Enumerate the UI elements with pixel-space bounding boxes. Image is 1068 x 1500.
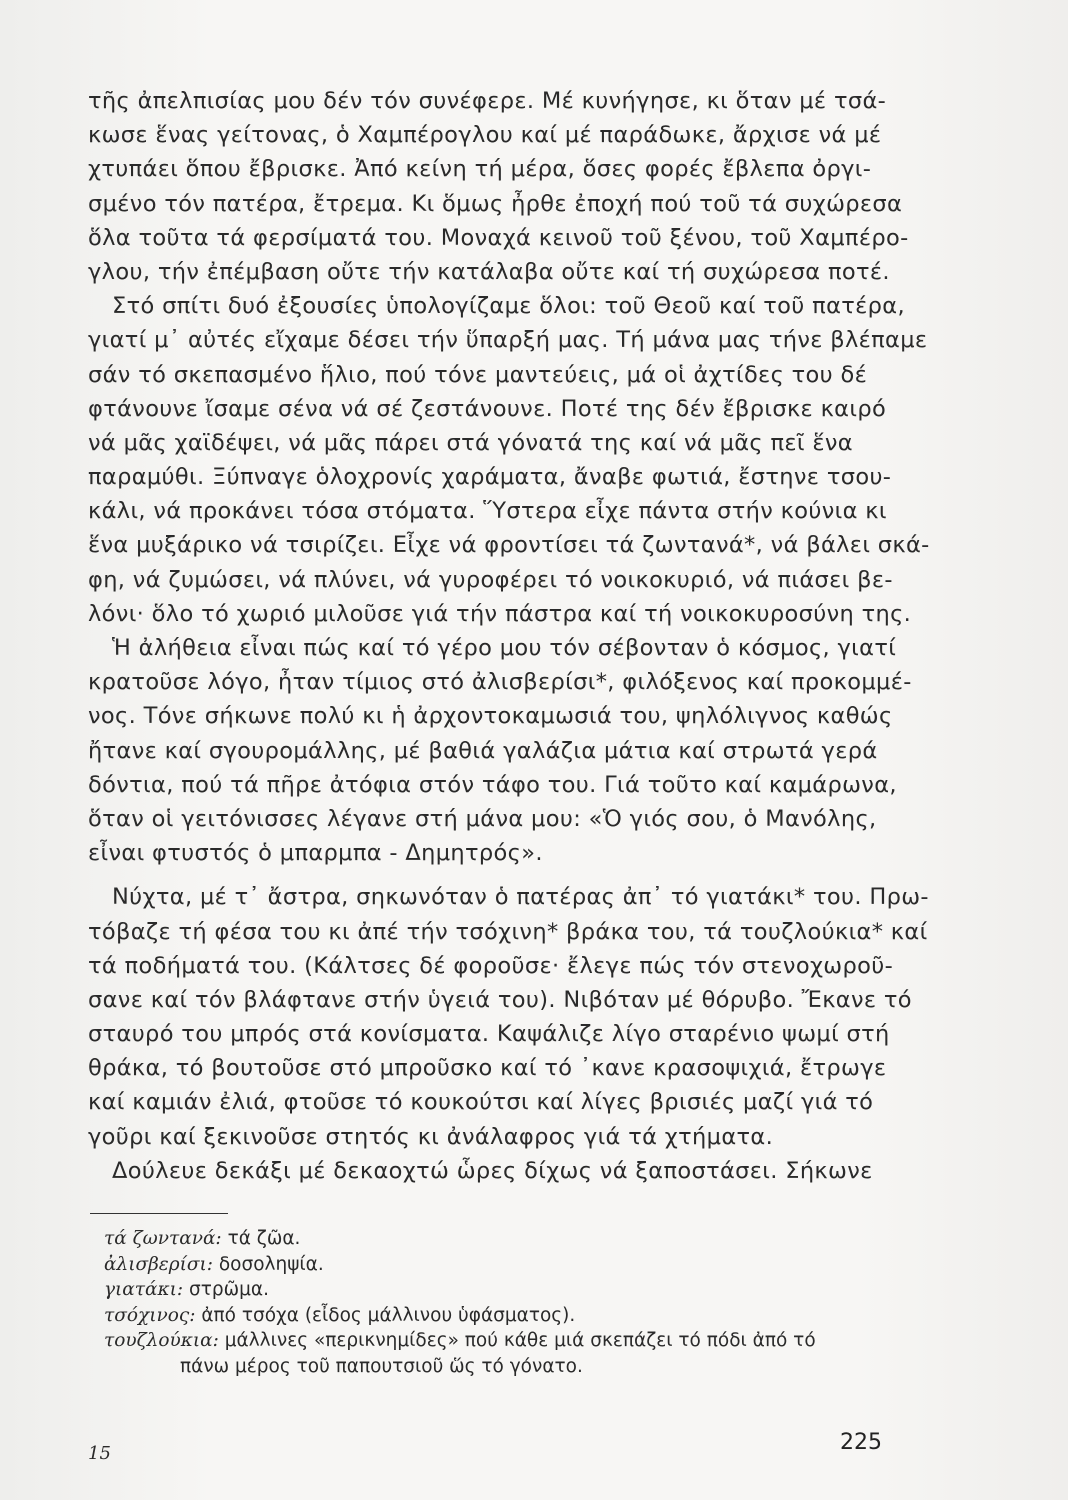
text-line: Νύχτα, μέ τ᾽ ἄστρα, σηκωνόταν ὁ πατέρας ἀπ᾽ τό γιατάκι* του. Πρω-	[112, 884, 929, 911]
footnote-term: γιατάκι:	[104, 1279, 184, 1300]
text-line: λόνι· ὅλο τό χωριό μιλοῦσε γιά τήν πάστρα καί τή νοικοκυροσύνη της.	[88, 600, 912, 627]
body-text	[88, 84, 930, 1188]
text-line: φη, νά ζυμώσει, νά πλύνει, νά γυροφέρει τό νοικοκυριό, νά πιάσει βε-	[88, 566, 893, 593]
text-line: Στό σπίτι δυό ἐξουσίες ὑπολογίζαμε ὅλοι: τοῦ Θεοῦ καί τοῦ πατέρα,	[112, 293, 905, 320]
footnote	[104, 1303, 984, 1329]
footnote-term: τσόχινος:	[104, 1304, 196, 1326]
text-line: Δούλευε δεκάξι μέ δεκαοχτώ ὧρες δίχως νά ξαποστάσει. Σήκωνε	[112, 1157, 873, 1184]
footnote	[104, 1277, 984, 1303]
text-line: δόντια, πού τά πῆρε ἀτόφια στόν τάφο του. Γιά τοῦτο καί καμάρωνα,	[88, 771, 897, 798]
text-line: ὅλα τοῦτα τά φερσίματά του. Μοναχά κεινοῦ τοῦ ξένου, τοῦ Χαμπέρο-	[88, 224, 909, 251]
text-line: κρατοῦσε λόγο, ἦταν τίμιος στό ἀλισβερίσι*, φιλόξενος καί προκομμέ-	[88, 669, 912, 696]
footnote-definition: δοσοληψία.	[218, 1253, 324, 1275]
text-line: καί καμιάν ἐλιά, φτοῦσε τό κουκούτσι καί λίγες βρισιές μαζί γιά τό	[88, 1089, 874, 1116]
footnote-term: ἀλισβερίσι:	[104, 1253, 213, 1275]
text-line: γοῦρι καί ξεκινοῦσε στητός κι ἀνάλαφρος γιά τά χτήματα.	[88, 1123, 774, 1150]
text-line: κάλι, νά προκάνει τόσα στόματα. Ὕστερα εἶχε πάντα στήν κούνια κι	[88, 498, 887, 525]
text-line: φτάνουνε ἴσαμε σένα νά σέ ζεστάνουνε. Ποτέ της δέν ἔβρισκε καιρό	[88, 395, 887, 422]
footnote-definition: τά ζῶα.	[227, 1228, 301, 1249]
text-line: χτυπάει ὅπου ἔβρισκε. Ἀπό κείνη τή μέρα, ὅσες φορές ἔβλεπα ὀργι-	[88, 156, 872, 183]
text-line: σάν τό σκεπασμένο ἥλιο, πού τόνε μαντεύεις, μά οἱ ἀχτίδες του δέ	[88, 361, 868, 388]
footnote	[104, 1328, 984, 1354]
footnote-term: τά ζωντανά:	[104, 1228, 222, 1249]
text-line: κωσε ἕνας γείτονας, ὁ Χαμπέρογλου καί μέ παράδωκε, ἄρχισε νά μέ	[88, 122, 882, 149]
text-line: ἕνα μυξάρικο νά τσιρίζει. Εἶχε νά φροντίσει τά ζωντανά*, νά βάλει σκά-	[88, 532, 930, 559]
text-line: παραμύθι. Ξύπναγε ὁλοχρονίς χαράματα, ἄναβε φωτιά, ἔστηνε τσου-	[88, 464, 892, 491]
text-line: γιατί μ᾽ αὐτές εἴχαμε δέσει τήν ὕπαρξή μας. Τή μάνα μας τήνε βλέπαμε	[88, 327, 928, 354]
footnotes	[104, 1226, 984, 1379]
footnote	[104, 1252, 984, 1278]
text-line: νος. Τόνε σήκωνε πολύ κι ἡ ἀρχοντοκαμωσιά του, ψηλόλιγνος καθώς	[88, 703, 893, 730]
text-line: γλου, τήν ἐπέμβαση οὔτε τήν κατάλαβα οὔτε καί τή συχώρεσα ποτέ.	[88, 258, 890, 285]
text-line: ὅταν οἱ γειτόνισσες λέγανε στή μάνα μου: «Ὁ γιός σου, ὁ Μανόλης,	[88, 805, 877, 832]
text-line: σανε καί τόν βλάφτανε στήν ὑγειά του). Νιβόταν μέ θόρυβο. Ἔκανε τό	[88, 986, 912, 1013]
footnote-term: τουζλούκια:	[104, 1330, 219, 1351]
text-line: σταυρό του μπρός στά κονίσματα. Καψάλιζε λίγο σταρένιο ψωμί στή	[88, 1021, 890, 1048]
footnote	[104, 1226, 984, 1252]
text-line: ἤτανε καί σγουρομάλλης, μέ βαθιά γαλάζια μάτια καί στρωτά γερά	[88, 737, 878, 764]
footnote-definition: ἀπό τσόχα (εἶδος μάλλινου ὑφάσματος).	[201, 1304, 576, 1326]
text-line: σμένο τόν πατέρα, ἔτρεμα. Κι ὅμως ἦρθε ἐποχή πού τοῦ τά συχώρεσα	[88, 190, 903, 217]
text-line: τά ποδήματά του. (Κάλτσες δέ φοροῦσε· ἔλεγε πώς τόν στενοχωροῦ-	[88, 952, 894, 979]
footnote-continuation: πάνω μέρος τοῦ παπουτσιοῦ ὥς τό γόνατο.	[180, 1355, 583, 1377]
text-line: εἶναι φτυστός ὁ μπαρμπα - Δημητρός».	[88, 840, 543, 867]
text-line: τόβαζε τή φέσα του κι ἀπέ τήν τσόχινη* βράκα του, τά τουζλούκια* καί	[88, 918, 928, 945]
text-line: Ἡ ἀλήθεια εἶναι πώς καί τό γέρο μου τόν σέβονταν ὁ κόσμος, γιατί	[112, 635, 897, 661]
signature-mark: 15	[88, 1443, 111, 1464]
footnote-divider	[90, 1213, 228, 1214]
page-number: 225	[840, 1430, 882, 1455]
text-line: νά μᾶς χαϊδέψει, νά μᾶς πάρει στά γόνατά της καί νά μᾶς πεῖ ἕνα	[88, 429, 853, 456]
footnote-definition: μάλλινες «περικνημίδες» πού κάθε μιά σκεπάζει τό πόδι ἀπό τό	[224, 1330, 816, 1351]
text-line: τῆς ἀπελπισίας μου δέν τόν συνέφερε. Μέ κυνήγησε, κι ὅταν μέ τσά-	[88, 88, 887, 114]
footnote-definition: στρῶμα.	[189, 1279, 269, 1300]
text-line: θράκα, τό βουτοῦσε στό μπροῦσκο καί τό ᾽κανε κρασοψιχιά, ἔτρωγε	[88, 1055, 887, 1082]
